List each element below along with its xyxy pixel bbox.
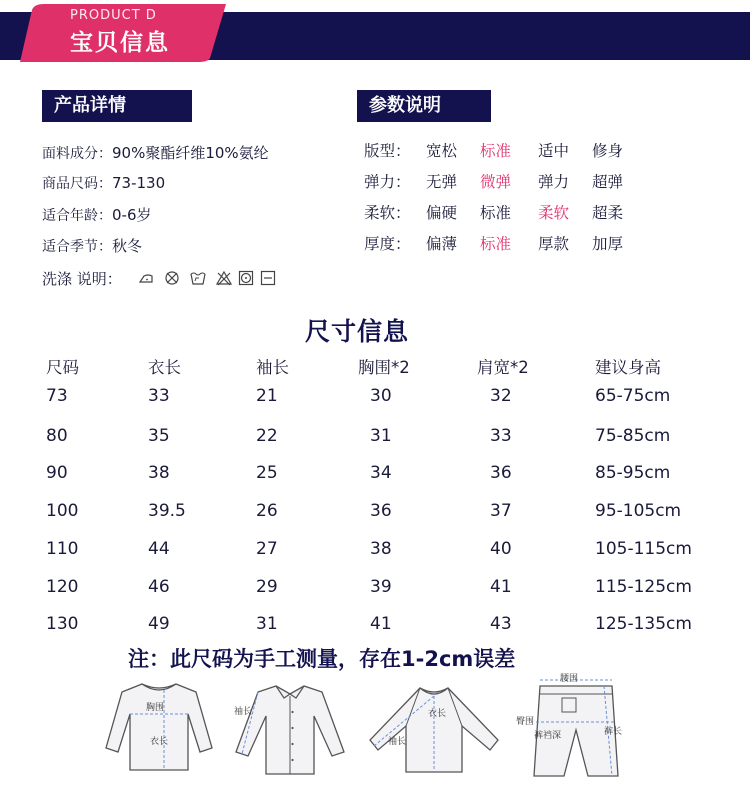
- size-cell: 130: [46, 614, 79, 634]
- param-option: 偏薄: [426, 235, 458, 253]
- shirt-diagram: [234, 682, 346, 778]
- hand-wash-icon: [190, 270, 206, 286]
- size-cell: 33: [490, 426, 512, 446]
- param-option: 厚款: [538, 235, 570, 253]
- param-label: 厚度：: [364, 235, 411, 253]
- size-cell: 30: [370, 386, 392, 406]
- size-cell: 27: [256, 539, 278, 559]
- no-tumble-dry-icon: [164, 270, 180, 286]
- size-cell: 29: [256, 577, 278, 597]
- size-cell: 22: [256, 426, 278, 446]
- size-cell: 115-125cm: [595, 577, 692, 597]
- raglan-sleeve-label: 袖长: [388, 737, 407, 747]
- detail-label: 适合季节：: [42, 239, 112, 255]
- size-cell: 125-135cm: [595, 614, 692, 634]
- size-header-cell: 衣长: [148, 358, 181, 377]
- pants-hip-label: 臀围: [516, 717, 535, 727]
- size-cell: 65-75cm: [595, 386, 671, 406]
- size-note: 注：此尺码为手工测量，存在1-2cm误差: [128, 647, 516, 671]
- detail-line-size: [42, 173, 165, 193]
- shirt-sleeve-label: 袖长: [234, 707, 253, 717]
- size-cell: 21: [256, 386, 278, 406]
- size-cell: 90: [46, 463, 68, 483]
- param-option: 偏硬: [426, 204, 458, 222]
- param-option: 适中: [538, 142, 570, 160]
- size-cell: 85-95cm: [595, 463, 671, 483]
- size-cell: 39: [370, 577, 392, 597]
- size-cell: 110: [46, 539, 79, 559]
- size-cell: 49: [148, 614, 170, 634]
- header-subtitle: PRODUCT D: [70, 8, 157, 23]
- size-title: 尺寸信息: [305, 317, 410, 346]
- size-cell: 38: [370, 539, 392, 559]
- size-cell: 32: [490, 386, 512, 406]
- size-cell: 44: [148, 539, 170, 559]
- param-option: 标准: [480, 204, 512, 222]
- param-option: 超弹: [592, 173, 624, 191]
- size-cell: 75-85cm: [595, 426, 671, 446]
- param-option: 修身: [592, 142, 624, 160]
- size-cell: 38: [148, 463, 170, 483]
- detail-value: 秋冬: [112, 237, 143, 255]
- tshirt-length-label: 衣长: [150, 737, 169, 747]
- param-option: 宽松: [426, 142, 458, 160]
- size-header-cell: 袖长: [256, 358, 289, 377]
- size-header-cell: 尺码: [46, 358, 79, 377]
- pants-rise-label: 裤裆深: [534, 731, 562, 741]
- detail-label: 面料成分：: [42, 146, 112, 162]
- size-cell: 41: [370, 614, 392, 634]
- param-label: 柔软：: [364, 204, 411, 222]
- tshirt-chest-label: 胸围: [146, 703, 165, 713]
- pants-length-label: 裤长: [604, 727, 623, 737]
- raglan-diagram: [368, 684, 500, 778]
- size-cell: 43: [490, 614, 512, 634]
- param-option-selected: 标准: [480, 142, 512, 160]
- param-option-selected: 微弹: [480, 173, 512, 191]
- pants-diagram: [512, 672, 640, 780]
- size-cell: 36: [490, 463, 512, 483]
- size-cell: 73: [46, 386, 68, 406]
- size-cell: 46: [148, 577, 170, 597]
- size-cell: 80: [46, 426, 68, 446]
- param-label: 版型：: [364, 142, 411, 160]
- detail-line-season: [42, 235, 142, 256]
- size-cell: 105-115cm: [595, 539, 692, 559]
- detail-line-age: [42, 204, 152, 225]
- detail-value: 73-130: [112, 174, 166, 192]
- detail-value: 90%聚酯纤维10%氨纶: [112, 144, 269, 162]
- param-option: 无弹: [426, 173, 458, 191]
- iron-icon: [138, 270, 154, 286]
- size-cell: 95-105cm: [595, 501, 682, 521]
- size-cell: 33: [148, 386, 170, 406]
- header-title: 宝贝信息: [70, 30, 170, 56]
- no-bleach-icon: [216, 270, 232, 286]
- tshirt-diagram: [104, 678, 214, 776]
- tumble-dry-icon: [238, 270, 254, 286]
- size-cell: 31: [256, 614, 278, 634]
- detail-line-fabric: [42, 142, 269, 163]
- flat-dry-icon: [260, 270, 276, 286]
- size-header-cell: 胸围*2: [358, 358, 410, 377]
- size-cell: 100: [46, 501, 79, 521]
- size-cell: 36: [370, 501, 392, 521]
- size-cell: 37: [490, 501, 512, 521]
- pants-waist-label: 腰围: [560, 674, 579, 684]
- size-cell: 34: [370, 463, 392, 483]
- detail-value: 0-6岁: [112, 206, 152, 224]
- size-cell: 120: [46, 577, 79, 597]
- size-cell: 35: [148, 426, 170, 446]
- param-label: 弹力：: [364, 173, 411, 191]
- detail-label: 适合年龄：: [42, 208, 112, 224]
- detail-label: 商品尺码：: [42, 176, 112, 192]
- size-header-cell: 肩宽*2: [477, 358, 529, 377]
- size-cell: 25: [256, 463, 278, 483]
- detail-heading: 产品详情: [42, 90, 192, 122]
- size-cell: 26: [256, 501, 278, 521]
- wash-label: 洗涤 说明：: [42, 270, 122, 288]
- param-heading: 参数说明: [357, 90, 491, 122]
- raglan-length-label: 衣长: [428, 709, 447, 719]
- param-option: 超柔: [592, 204, 624, 222]
- size-cell: 31: [370, 426, 392, 446]
- param-option: 弹力: [538, 173, 570, 191]
- size-cell: 41: [490, 577, 512, 597]
- size-cell: 39.5: [148, 501, 186, 521]
- param-option-selected: 标准: [480, 235, 512, 253]
- param-option: 加厚: [592, 235, 624, 253]
- size-header-cell: 建议身高: [595, 358, 661, 377]
- param-option-selected: 柔软: [538, 204, 570, 222]
- size-cell: 40: [490, 539, 512, 559]
